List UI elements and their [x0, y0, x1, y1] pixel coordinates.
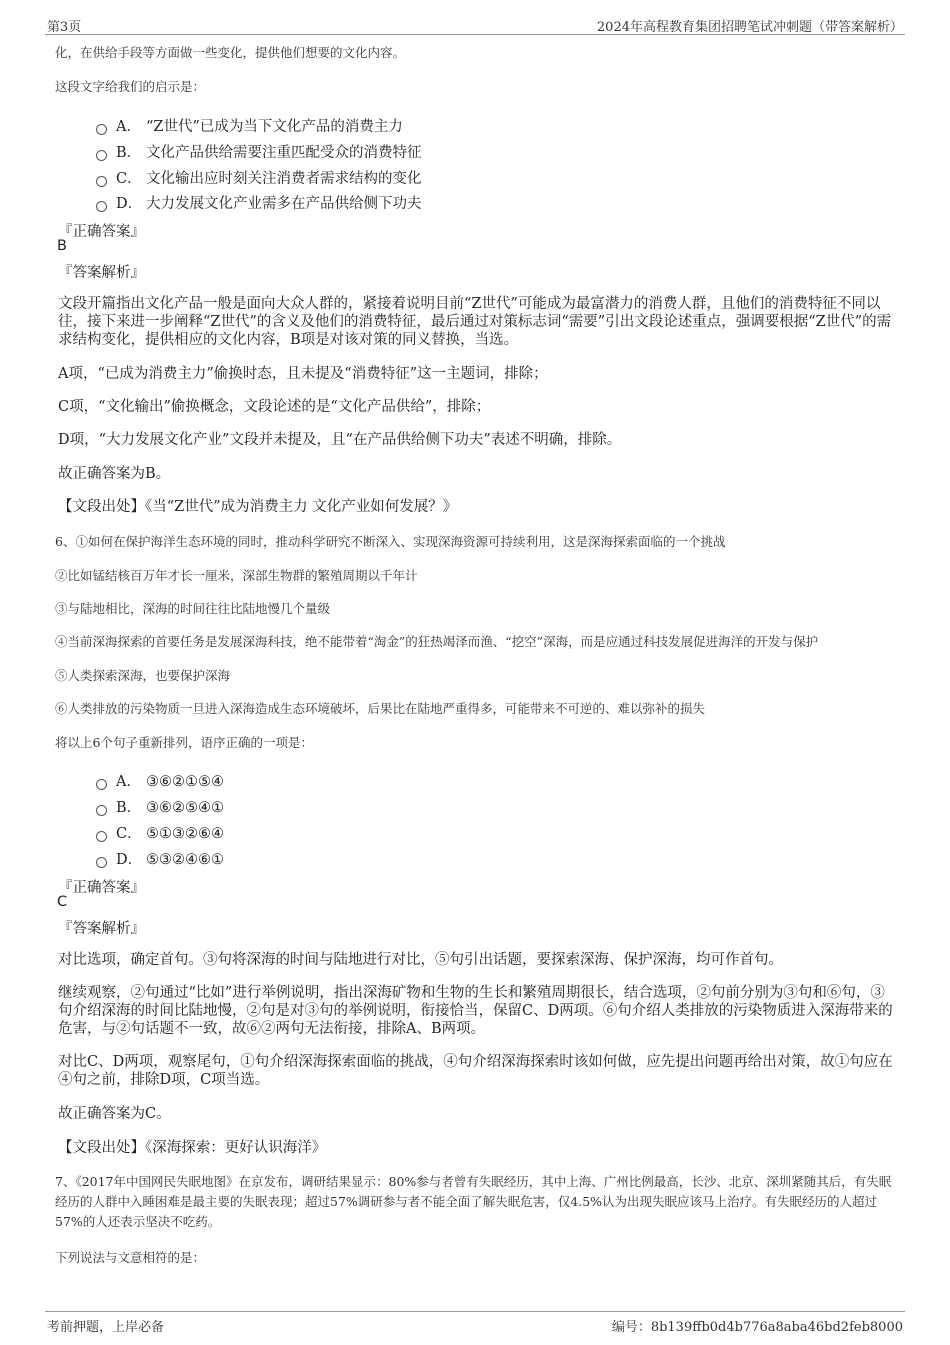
q5-analysis-label: 『答案解析』: [58, 265, 145, 281]
document-id: 编号：8b139ffb0d4b776a8aba46bd2feb8000: [611, 1320, 903, 1335]
q5-answer-label: 『正确答案』: [58, 224, 145, 240]
q6-option-c[interactable]: C． ⑤①③②⑥④: [96, 822, 224, 843]
q6-source: 【文段出处】《深海探索：更好认识海洋》: [58, 1140, 327, 1156]
q7-prompt: 下列说法与文意相符的是：: [55, 1250, 206, 1265]
q7-stem: 7、《2017年中国网民失眠地图》在京发布，调研结果显示：80%参与者曾有失眠经历，其中上海、广州比例最高，长沙、北京、深圳紧随其后，有失眠经历的人群中入睡困难是最主要的失眠表现；超过57%调研参与者不能全面了解失眠危害，仅4.5%认为出现失眠应该马上治疗。有失眠经历的人超过57%的人还表示坚决不吃药。: [55, 1174, 892, 1229]
q6-analysis-second: 继续观察，②句通过“比如”进行举例说明，指出深海矿物和生物的生长和繁殖周期很长，结合选项，②句前分别为③句和⑥句，③句介绍深海的时间比陆地慢，②句是对③句的举例说明，衔接恰当，保留C、D两项。⑥句介绍人类排放的污染物质进入深海带来的危害，与②句话题不一致，故⑥②两句无法衔接，排除A、B两项。: [58, 985, 893, 1037]
q6-prompt: 将以上6个句子重新排列，语序正确的一项是：: [55, 735, 313, 750]
q5-analysis-c: C项，“文化输出”偷换概念，文段论述的是“文化产品供给”，排除；: [58, 399, 491, 415]
q6-conclusion: 故正确答案为C。: [58, 1106, 171, 1122]
page-footer: [45, 1311, 905, 1334]
q6-sentence-4: ④当前深海探索的首要任务是发展深海科技，绝不能带着“淘金”的狂热竭泽而渔、“挖空”深海，而是应通过科技发展促进海洋的开发与保护: [55, 634, 819, 649]
radio-icon[interactable]: [96, 150, 107, 161]
q5-analysis-main: 文段开篇指出文化产品一般是面向大众人群的，紧接着说明目前“Z世代”可能成为最富潜力的消费人群，且他们的消费特征不同以往，接下来进一步阐释“Z世代”的含义及他们的消费特征，最后通过对策标志词“需要”引出文段论述重点，强调要根据“Z世代”的需求结构变化，提供相应的文化内容，B项是对该对策的同义替换，当选。: [58, 296, 892, 348]
q5-intro-tail: 化，在供给手段等方面做一些变化，提供他们想要的文化内容。: [55, 45, 406, 60]
radio-icon[interactable]: [96, 857, 107, 868]
q6-option-d[interactable]: D． ⑤③②④⑥①: [96, 848, 224, 869]
q6-sentence-2: ②比如锰结核百万年才长一厘米，深部生物群的繁殖周期以千年计: [55, 568, 418, 583]
q6-answer: C: [57, 894, 68, 910]
radio-icon[interactable]: [96, 201, 107, 212]
q6-analysis-first: 对比选项，确定首句。③句将深海的时间与陆地进行对比，⑤句引出话题，要探索深海、保护深海，均可作首句。: [58, 952, 783, 968]
q6-sentence-6: ⑥人类排放的污染物质一旦进入深海造成生态环境破坏，后果比在陆地严重得多，可能带来不可逆的、难以弥补的损失: [55, 701, 706, 716]
q5-analysis-d: D项，“大力发展文化产业”文段并未提及，且“在产品供给侧下功夫”表述不明确，排除。: [58, 432, 622, 448]
q6-sentence-5: ⑤人类探索深海，也要保护深海: [55, 668, 231, 683]
radio-icon[interactable]: [96, 176, 107, 187]
q5-option-c[interactable]: C． 文化输出应时刻关注消费者需求结构的变化: [96, 167, 422, 188]
q6-analysis-label: 『答案解析』: [58, 921, 145, 937]
radio-icon[interactable]: [96, 805, 107, 816]
q6-answer-label: 『正确答案』: [58, 880, 145, 896]
radio-icon[interactable]: [96, 779, 107, 790]
document-title: 2024年高程教育集团招聘笔试冲刺题（带答案解析）: [596, 20, 903, 35]
q5-option-a[interactable]: A． “Z世代”已成为当下文化产品的消费主力: [96, 115, 403, 136]
q6-option-a[interactable]: A． ③⑥②①⑤④: [96, 770, 224, 791]
radio-icon[interactable]: [96, 831, 107, 842]
q5-option-b[interactable]: B． 文化产品供给需要注重匹配受众的消费特征: [96, 141, 422, 162]
radio-icon[interactable]: [96, 124, 107, 135]
q6-sentence-3: ③与陆地相比，深海的时间往往比陆地慢几个量级: [55, 601, 331, 616]
page-header: [45, 14, 905, 35]
q5-analysis-a: A项，“已成为消费主力”偷换时态，且未提及“消费特征”这一主题词，排除；: [58, 366, 548, 382]
q5-answer: B: [57, 238, 67, 254]
q5-prompt: 这段文字给我们的启示是：: [55, 79, 206, 94]
q5-conclusion: 故正确答案为B。: [58, 466, 171, 482]
footer-slogan: 考前押题，上岸必备: [47, 1320, 165, 1335]
q6-analysis-third: 对比C、D两项，观察尾句，①句介绍深海探索面临的挑战，④句介绍深海探索时该如何做，应先提出问题再给出对策，故①句应在④句之前，排除D项，C项当选。: [58, 1054, 893, 1088]
q5-option-d[interactable]: D． 大力发展文化产业需多在产品供给侧下功夫: [96, 192, 422, 213]
q6-sentence-1: 6、①如何在保护海洋生态环境的同时，推动科学研究不断深入、实现深海资源可持续利用，这是深海探索面临的一个挑战: [55, 534, 726, 549]
q5-source: 【文段出处】《当“Z世代”成为消费主力 文化产业如何发展？》: [58, 499, 458, 515]
page-number: 第3页: [47, 20, 82, 35]
q6-option-b[interactable]: B． ③⑥②⑤④①: [96, 796, 224, 817]
